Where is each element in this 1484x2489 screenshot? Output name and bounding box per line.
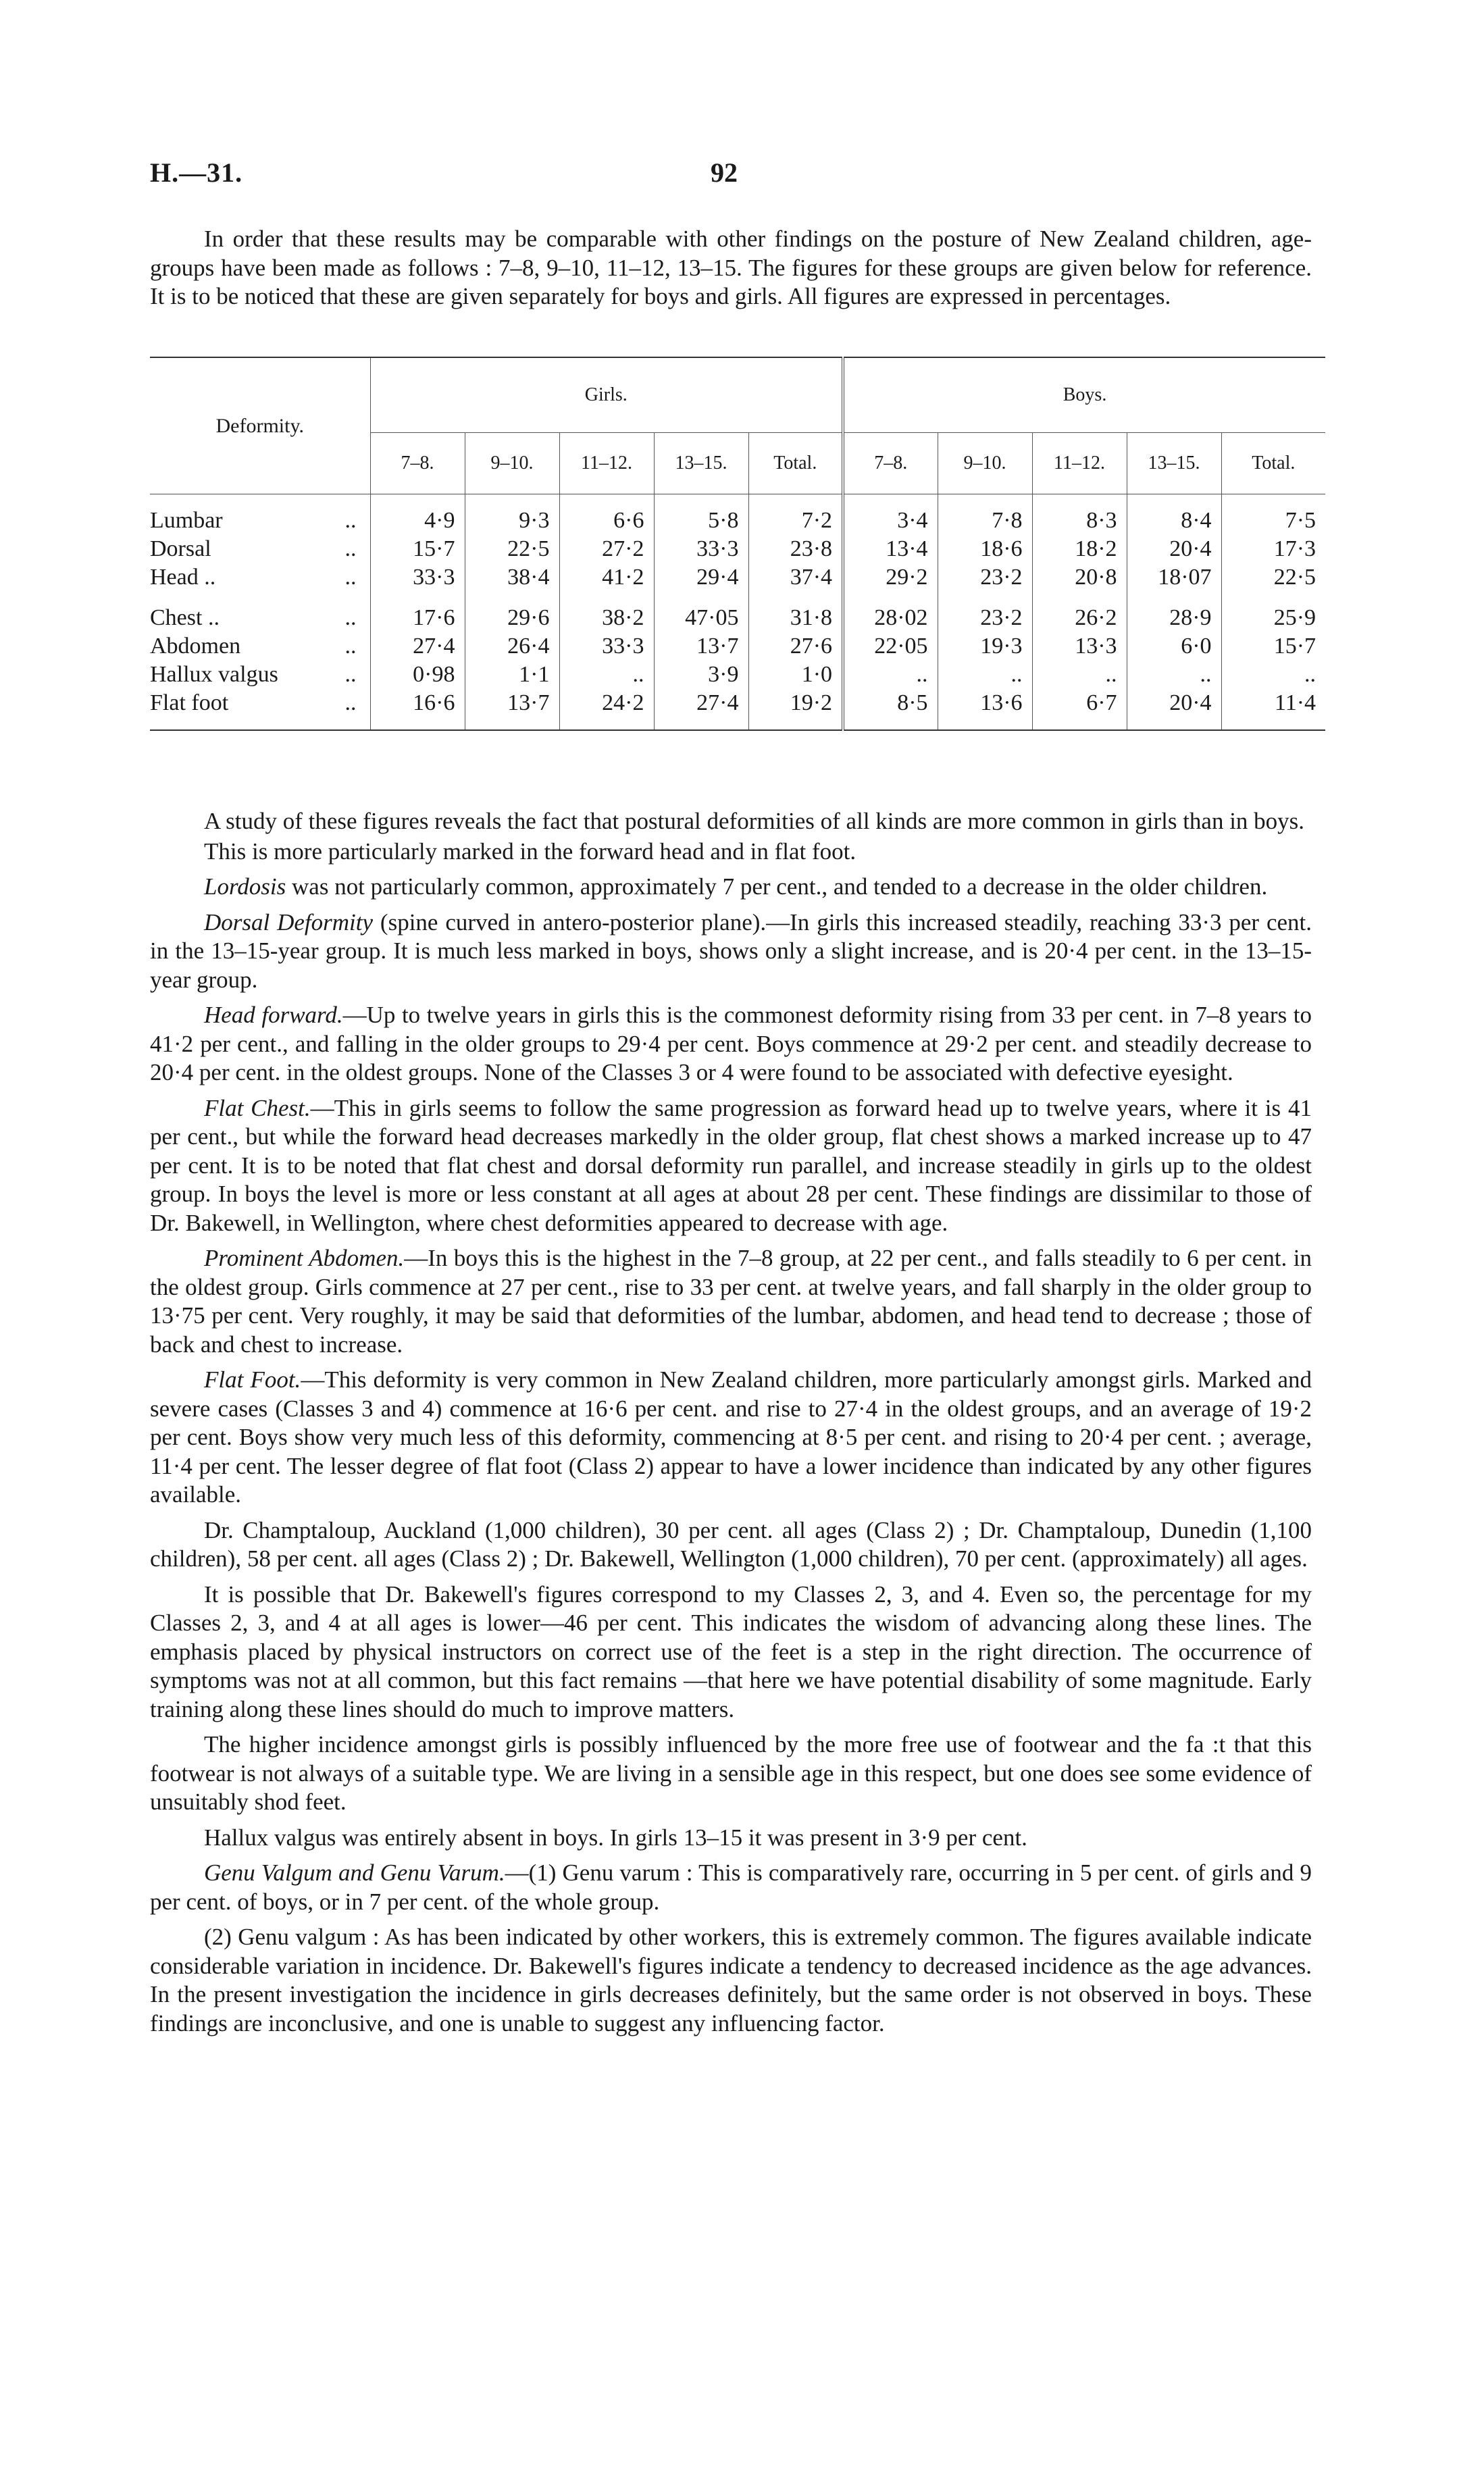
table-cell: 15·7 [1221,632,1325,661]
table-cell: 26·2 [1032,604,1127,632]
row-label-text: Abdomen [150,634,241,659]
row-label-text: Head .. [150,565,216,590]
table-cell: 17·3 [1221,535,1325,563]
paragraph-text: The higher incidence amongst girls is possibly influenced by the more free use of footwear and the fa :t that this footwear is not always of a suitable type. We are living in a sensible age in this respect, but one does see some evidence of unsuitably shod feet. [150,1731,1312,1815]
table-cell: 8·4 [1127,507,1221,535]
table-cell: 1·1 [465,661,559,689]
table-cell: 18·07 [1127,563,1221,592]
table-cell: 38·4 [465,563,559,592]
table-cell: 17·6 [370,604,465,632]
body-paragraph [150,1581,1312,1724]
table-cell: 24·2 [559,689,654,717]
column-header: 11–12. [559,433,654,494]
body-paragraph [150,1001,1312,1087]
column-header: 7–8. [370,433,465,494]
table-cell: 3·9 [654,661,748,689]
leader-dots: .. [344,690,357,715]
body-paragraph [150,1859,1312,1916]
table-cell: 3·4 [843,507,938,535]
table-cell: 29·6 [465,604,559,632]
table-cell: 6·6 [559,507,654,535]
table-cell: 37·4 [748,563,843,592]
paragraph-text: —In boys this is the highest in the 7–8 group, at 22 per cent., and falls steadily to 6 per cent. in the oldest group. Girls commence at 27 per cent., rise to 33 per cent. at twelve years, and fall sharply in the older group to 13·75 per cent. Very roughly, it may be said that deformities of the lumbar, abdomen, and head tend to decrease ; those of back and chest to increase. [150,1245,1312,1358]
column-header: 13–15. [1127,433,1221,494]
row-label-text: Dorsal [150,536,211,561]
table-cell: 23·2 [938,563,1032,592]
table-cell: 22·5 [1221,563,1325,592]
paragraph-heading: Genu Valgum and Genu Varum. [204,1859,505,1886]
table-cell: 11·4 [1221,689,1325,717]
table-cell: 31·8 [748,604,843,632]
column-header: 7–8. [843,433,938,494]
table-cell: 9·3 [465,507,559,535]
deformity-table [150,357,1316,782]
body-paragraph [150,807,1312,836]
row-label [150,632,370,661]
table-cell: 33·3 [654,535,748,563]
table-group-header-row [150,357,1325,433]
row-label-text: Hallux valgus [150,662,278,687]
paragraph-heading: Flat Foot. [204,1366,301,1393]
column-header: 13–15. [654,433,748,494]
table-cell: 38·2 [559,604,654,632]
table-cell: 27·4 [370,632,465,661]
girls-group-header: Girls. [370,357,843,433]
column-header: Total. [748,433,843,494]
table-cell: 22·05 [843,632,938,661]
table-cell: 8·5 [843,689,938,717]
paragraph-text: —This deformity is very common in New Zealand children, more particularly amongst girls. Marked and severe cases (Classes 3 and 4) commence at 16·6 per cent. and rise to 27·4 in the oldest groups, and an average of 19·2 per cent. Boys show very much less of this deformity, commencing at 8·5 per cent. and rising to 20·4 per cent. ; average, 11·4 per cent. The lesser degree of flat foot (Class 2) appear to have a lower incidence than indicated by any other figures available. [150,1366,1312,1508]
table-cell: 16·6 [370,689,465,717]
body-paragraphs [150,807,1312,2045]
leader-dots: .. [344,605,357,630]
table-cell: 27·6 [748,632,843,661]
table-cell: 13·7 [654,632,748,661]
paragraph-text: (spine curved in antero-posterior plane).—In girls this increased steadily, reaching 33·3 per cent. in the 13–15-year group. It is much less marked in boys, shows only a slight increase, and is 20·4 per cent. in the 13–15-year group. [150,908,1312,993]
paragraph-text: It is possible that Dr. Bakewell's figures correspond to my Classes 2, 3, and 4. Even so, the percentage for my Classes 2, 3, and 4 at all ages is lower—46 per cent. This indicates the wisdom of advancing along these lines. The emphasis placed by physical instructors on correct use of the feet is a step in the right direction. The occurrence of symptoms was not at all common, but this fact remains —that here we have potential disability of some magnitude. Early training along these lines should do much to improve matters. [150,1581,1312,1722]
leader-dots: .. [344,634,357,659]
table-cell: 23·2 [938,604,1032,632]
row-label [150,689,370,717]
table-row [150,604,1325,632]
row-label [150,535,370,563]
paragraph-heading: Lordosis [204,873,286,900]
row-label [150,661,370,689]
intro-paragraph [150,225,1312,311]
table-row [150,632,1325,661]
table-cell: 33·3 [559,632,654,661]
table-cell: 1·0 [748,661,843,689]
body-paragraph [150,873,1312,902]
table-cell: 41·2 [559,563,654,592]
table-row [150,535,1325,563]
body-paragraph [150,1094,1312,1238]
table-cell: 5·8 [654,507,748,535]
row-label [150,507,370,535]
table-cell: 19·2 [748,689,843,717]
paragraph-text: This is more particularly marked in the forward head and in flat foot. [204,838,856,865]
table-cell: 22·5 [465,535,559,563]
table-cell: 33·3 [370,563,465,592]
table-cell: 26·4 [465,632,559,661]
body-paragraph [150,1366,1312,1510]
paragraph-text: was not particularly common, approximately 7 per cent., and tended to a decrease in the older children. [286,873,1268,900]
paragraph-heading: Prominent Abdomen. [204,1245,405,1271]
table-cell: 7·8 [938,507,1032,535]
table-cell: .. [1032,661,1127,689]
paragraph-heading: Dorsal Deformity [204,908,374,935]
table-cell: 6·0 [1127,632,1221,661]
table-cell: 20·4 [1127,535,1221,563]
table-cell: 28·02 [843,604,938,632]
row-label [150,604,370,632]
table-body [150,494,1325,731]
row-label [150,563,370,592]
table-cell: 28·9 [1127,604,1221,632]
paragraph-text: —This in girls seems to follow the same progression as forward head up to twelve years, where it is 41 per cent., but while the forward head decreases markedly in the older group, flat chest shows a marked increase up to 47 per cent. It is to be noted that flat chest and dorsal deformity run parallel, and increase steadily in girls up to the oldest group. In boys the level is more or less constant at all ages at about 28 per cent. These findings are dissimilar to those of Dr. Bakewell, in Wellington, where chest deformities appeared to decrease with age. [150,1094,1312,1236]
table-cell: 19·3 [938,632,1032,661]
deformity-column-header: Deformity. [150,357,370,494]
column-header: 9–10. [938,433,1032,494]
table-cell: 20·8 [1032,563,1127,592]
row-label-text: Flat foot [150,690,229,715]
boys-group-header: Boys. [843,357,1325,433]
table-cell: 27·4 [654,689,748,717]
table-cell: 29·2 [843,563,938,592]
table-cell: 4·9 [370,507,465,535]
paragraph-heading: Flat Chest. [204,1094,311,1121]
body-paragraph [150,1824,1312,1853]
table-cell: 7·2 [748,507,843,535]
leader-dots: .. [344,662,357,687]
table-cell: 13·4 [843,535,938,563]
table-cell: 47·05 [654,604,748,632]
table-cell: 15·7 [370,535,465,563]
body-paragraph [150,1516,1312,1574]
leader-dots: .. [344,536,357,561]
table-row [150,507,1325,535]
table-cell: .. [843,661,938,689]
table-cell: 13·6 [938,689,1032,717]
table-cell: 25·9 [1221,604,1325,632]
document-code: H.—31. [150,157,243,188]
table-cell: 20·4 [1127,689,1221,717]
body-paragraph [150,1730,1312,1817]
paragraph-text: A study of these figures reveals the fact that postural deformities of all kinds are more common in girls than in boys. [204,808,1305,834]
column-header: 11–12. [1032,433,1127,494]
table-row [150,563,1325,592]
paragraph-heading: Head forward. [204,1002,343,1028]
column-header: 9–10. [465,433,559,494]
table-cell: 0·98 [370,661,465,689]
table-cell: 29·4 [654,563,748,592]
table-row [150,689,1325,717]
table-spacer-row [150,494,1325,507]
leader-dots: .. [344,565,357,590]
paragraph-text: Hallux valgus was entirely absent in boys. In girls 13–15 it was present in 3·9 per cent. [204,1824,1027,1851]
body-paragraph [150,1244,1312,1359]
paragraph-text: —Up to twelve years in girls this is the commonest deformity rising from 33 per cent. in 7–8 years to 41·2 per cent., and falling in the older groups to 29·4 per cent. Boys commence at 29·2 per cent. and steadily decrease to 20·4 per cent. in the oldest groups. None of the Classes 3 or 4 were found to be associated with defective eyesight. [150,1002,1312,1085]
table-cell: 7·5 [1221,507,1325,535]
column-header: Total. [1221,433,1325,494]
row-label-text: Chest .. [150,605,220,630]
table-cell: 13·3 [1032,632,1127,661]
paragraph-text: —(1) Genu varum : This is comparatively rare, occurring in 5 per cent. of girls and 9 per cent. of boys, or in 7 per cent. of the whole group. [150,1859,1312,1915]
body-paragraph [150,908,1312,995]
table-cell: 27·2 [559,535,654,563]
table-cell: 6·7 [1032,689,1127,717]
table-spacer-row [150,592,1325,604]
page-header [150,157,1312,197]
table-cell: .. [1127,661,1221,689]
row-label-text: Lumbar [150,508,223,533]
table-cell: 23·8 [748,535,843,563]
body-paragraph [150,1923,1312,2038]
table-cell: .. [1221,661,1325,689]
table-cell: .. [938,661,1032,689]
table-row [150,661,1325,689]
table-cell: 18·6 [938,535,1032,563]
table-end-row [150,717,1325,730]
intro-text: In order that these results may be comparable with other findings on the posture of New Zealand children, age-groups have been made as follows : 7–8, 9–10, 11–12, 13–15. The figures for these groups are given below for reference. It is to be noticed that these are given separately for boys and girls. All figures are expressed in percentages. [150,226,1312,309]
page-number: 92 [711,157,738,188]
paragraph-text: (2) Genu valgum : As has been indicated by other workers, this is extremely common. The figures available indicate considerable variation in incidence. Dr. Bakewell's figures indicate a tendency to decreased incidence as the age advances. In the present investigation the incidence in girls decreases definitely, but the same order is not observed in boys. These findings are inconclusive, and one is unable to suggest any influencing factor. [150,1924,1312,2036]
table-cell: .. [559,661,654,689]
table-cell: 13·7 [465,689,559,717]
leader-dots: .. [344,508,357,533]
table-cell: 8·3 [1032,507,1127,535]
deformity-data-table [150,357,1325,731]
body-paragraph [150,838,1312,867]
paragraph-text: Dr. Champtaloup, Auckland (1,000 children), 30 per cent. all ages (Class 2) ; Dr. Champtaloup, Dunedin (1,100 children), 58 per cent. all ages (Class 2) ; Dr. Bakewell, Wellington (1,000 children), 70 per cent. (approximately) all ages. [150,1516,1312,1572]
table-cell: 18·2 [1032,535,1127,563]
